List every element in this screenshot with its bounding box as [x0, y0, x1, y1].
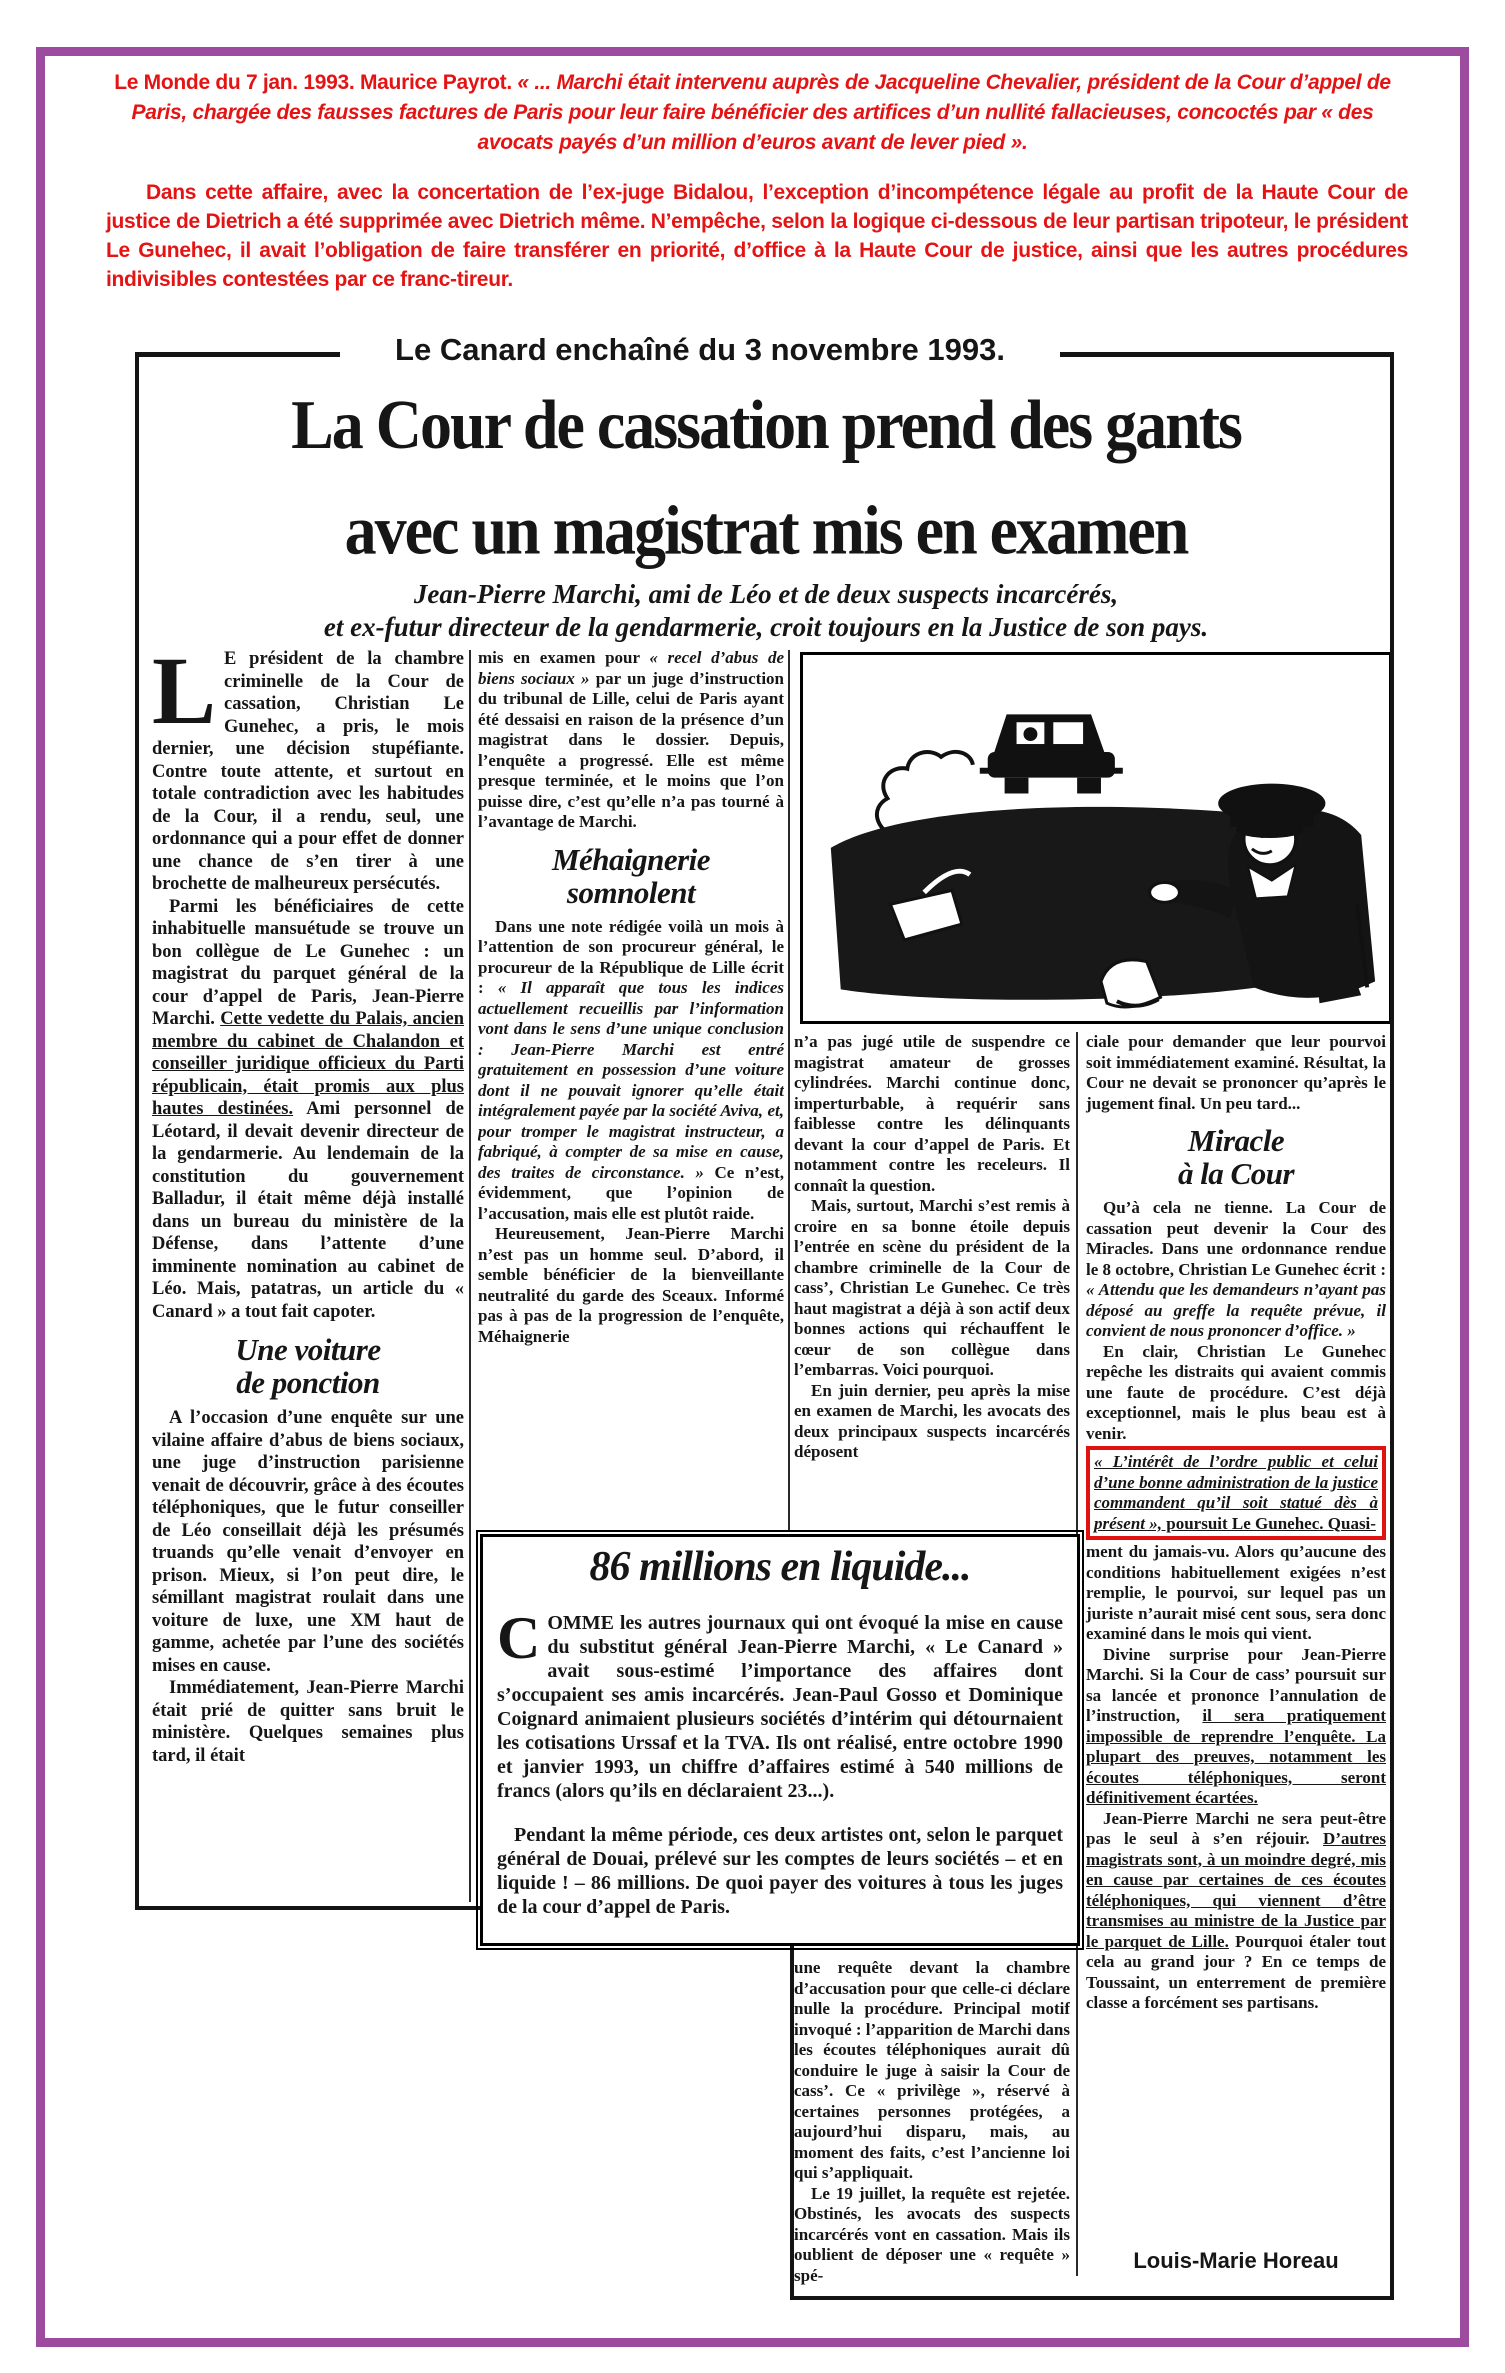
annotation-le-monde — [110, 68, 1395, 158]
clipping-border-top-right — [1046, 352, 1394, 357]
ordonnance-quote: « Attendu que les demandeurs n’ayant pas déposé au greffe la requête prévue, il convient de nous prononcer d’office. » — [1086, 1280, 1386, 1340]
subhead-une-voiture-de-ponction: Une voiture de ponction — [235, 1332, 381, 1400]
clipping-border-left — [135, 352, 139, 1910]
paragraph: Mais, surtout, Marchi s’est remis à croire en sa bonne étoile depuis l’entrée en scène du président de la chambre criminelle de la Cour de cass’, Christian Le Gunehec. Ce très haut magistrat a déjà à son actif deux bonnes actions qui réchauffent le cœur de son collègue dans l’embarras. Voici pourquoi. — [794, 1196, 1070, 1379]
subhead-miracle-a-la-cour: Miracle à la Cour — [1177, 1123, 1295, 1191]
column-divider — [788, 650, 790, 1530]
paragraph: une requête devant la chambre d’accusation pour que celle-ci déclare nulle la procédure. Principal motif invoqué : l’apparition de Marchi dans les écoutes téléphoniques aurait dû conduire le juge à saisir la Cour de cass’. Ce « privilège », réservé à certaines personnes protégées, a aujourd’hui disparu, mais, au moment des faits, c’est l’ancienne loi qui s’appliquait. — [794, 1958, 1070, 2182]
paragraph: COMME les autres journaux qui ont évoqué la mise en cause du substitut général Jean-Pierre Marchi, « Le Canard » avait sous-estimé l’importance des affaires dont s’occupaient ses amis incarcérés. Jean-Paul Gosso et Dominique Coignard animaient plusieurs sociétés d’intérim qui détournaient les cotisations Urssaf et la TVA. Ils ont réalisé, entre octobre 1990 et janvier 1993, un chiffre d’affaires estimé à 540 millions de francs (alors qu’ils en déclaraient 23...). — [497, 1605, 1063, 1802]
paragraph: mis en examen pour « recel d’abus de biens sociaux » par un juge d’instruction du tribunal de Lille, celui de Paris ayant été dessaisi en raison de la présence d’un magistrat dans le dossier. Depuis, l’enquête a progressé. Elle est même presque terminée, et le moins que l’on puisse dire, c’est qu’elle n’a pas tourné à l’avantage de Marchi. — [478, 648, 784, 831]
paragraph: A l’occasion d’une enquête sur une vilaine affaire d’abus de biens sociaux, une juge d’instruction parisienne venait de découvrir, grâce à des écoutes téléphoniques, que le futur conseiller de Léo conseillait déjà les présumés truands qu’elle venait d’envoyer en prison. Mieux, si l’on peut dire, le sémillant magistrat roulait dans une voiture de luxe, une XM haut de gamme, achetée par l’une des sociétés mises en cause. — [152, 1408, 464, 1676]
paragraph: Divine surprise pour Jean-Pierre Marchi. Si la Cour de cass’ poursuit sur sa lancée et prononce l’annulation de l’instruction, il sera pratiquement impossible de reprendre l’enquête. La plupart des preuves, notamment les écoutes téléphoniques, seront définitivement écartées. — [1086, 1644, 1386, 1807]
red-highlight-box: « L’intérêt de l’ordre public et celui d’une bonne administration de la justice commandent qu’il soit statué dès à présent », poursuit Le Gunehec. Quasi- — [1086, 1446, 1386, 1540]
clipping-border-bottom — [790, 2296, 1394, 2300]
paragraph: Dans une note rédigée voilà un mois à l’attention de son procureur général, le procureur de la République de Lille écrit : « Il apparaît que tous les indices actuellement recueillis par l’information vont dans le sens d’une unique conclusion : Jean-Pierre Marchi est entré gratuitement en possession d’une voiture dont il ne pouvait ignorer qu’elle était intégralement payée par la société Aviva, et, pour tromper le magistrat instructeur, a fabriqué, à compter de sa mise en cause, des traites de circonstance. » Ce n’est, évidemment, que l’opinion de l’accusation, mais elle est plutôt raide. — [478, 916, 784, 1223]
drop-cap: L — [152, 648, 217, 744]
box-body — [497, 1605, 1063, 1919]
author-signature: Louis-Marie Horeau — [1133, 2248, 1339, 2273]
clipping-border-top-left — [137, 352, 345, 357]
paragraph: Qu’à cela ne tienne. La Cour de cassation peut devenir la Cour des Miracles. Dans une ordonnance rendue le 8 octobre, Christian Le Gunehec écrit : « Attendu que les demandeurs n’ayant pas déposé au greffe la requête prévue, il convient de nous prononcer d’office. » — [1086, 1198, 1386, 1340]
clipping-source-line: Le Canard enchaîné du 3 novembre 1993. — [340, 332, 1060, 368]
paragraph: Pendant la même période, ces deux artistes ont, selon le parquet général de Douai, prélevé sur les comptes de leurs sociétés – et en liquide ! – 86 millions. De quoi payer des voitures à tous les juges de la cour d’appel de Paris. — [497, 1824, 1063, 1918]
clipping-border-cut-vertical — [790, 1944, 794, 2300]
main-headline-line1: La Cour de cassation prend des gants — [291, 385, 1241, 464]
paragraph: ciale pour demander que leur pourvoi soit immédiatement examiné. Résultat, la Cour ne devait se prononcer qu’après le jugement final. Un peu tard... — [1086, 1032, 1386, 1113]
paragraph: Le 19 juillet, la requête est rejetée. Obstinés, les avocats des suspects incarcérés vont en cassation. Mais ils oublient de déposer une « requête » spé- — [794, 2183, 1070, 2285]
clipping-border-right — [1390, 352, 1394, 2300]
annotation-commentary: Dans cette affaire, avec la concertation de l’ex-juge Bidalou, l’exception d’incompétence légale au profit de la Haute Cour de justice de Dietrich a été supprimée avec Dietrich même. N’empêche, selon la logique ci-dessous de leur partisan tripoteur, le président Le Gunehec, il avait l’obligation de faire transférer en priorité, d’office à la Haute Cour de justice, ainsi que les autres procédures indivisibles contestées par ce franc-tireur. — [106, 181, 1408, 291]
editorial-cartoon-illustration — [800, 652, 1392, 1024]
paragraph: En clair, Christian Le Gunehec repêche les distraits qui avaient commis une faute de procédure. C’est déjà exceptionnel, mais le plus beau est à venir. — [1086, 1341, 1386, 1443]
paragraph: n’a pas jugé utile de suspendre ce magistrat amateur de grosses cylindrées. Marchi continue donc, imperturbable, à requérir sans faiblesse contre les délinquants devant la cour d’appel de Paris. Et notamment contre les receleurs. Il connaît la question. — [794, 1032, 1070, 1195]
annotation-le-monde-lead: Le Monde du 7 jan. 1993. Maurice Payrot. — [114, 71, 512, 94]
subheadline — [150, 578, 1382, 644]
paragraph: Jean-Pierre Marchi ne sera peut-être pas le seul à s’en réjouir. D’autres magistrats sont, à un moindre degré, mis en cause par certaines de ces écoutes téléphoniques, qui viennent d’être transmises au ministre de la Justice par le parquet de Lille. Pourquoi étaler tout cela au grand jour ? En ce temps de Toussaint, un enterrement de première classe a forcément ses partisans. — [1086, 1808, 1386, 2012]
paragraph: Immédiatement, Jean-Pierre Marchi était prié de quitter sans bruit le ministère. Quelques semaines plus tard, il était — [152, 1678, 464, 1766]
column-divider — [469, 650, 471, 1902]
cartoon-drawing — [803, 655, 1389, 1021]
drop-cap: C — [497, 1605, 541, 1671]
main-headline-line2: avec un magistrat mis en examen — [344, 490, 1188, 569]
underlined-passage: D’autres magistrats sont, à un moindre degré, mis en cause par certaines de ces écoutes téléphoniques, qui viennent d’être transmises au ministre de la Justice par le parquet de Lille. — [1086, 1829, 1386, 1951]
clipping-border-cut-horizontal — [135, 1906, 485, 1910]
box-title: 86 millions en liquide... — [589, 1544, 971, 1590]
column-4 — [1086, 1032, 1386, 2014]
annotation-le-monde-quote: « ... Marchi était intervenu auprès de Jacqueline Chevalier, président de la Cour d’appel de Paris, chargée des fausses factures de Paris pour leur faire bénéficier des artifices d’un nullité fallacieuses, concoctés par « des avocats payés d’un million d’euros avant de lever pied ». — [131, 71, 1391, 154]
underlined-passage: Cette vedette du Palais, ancien membre du cabinet de Chalandon et conseiller juridique officieux du Parti républicain, était promis aux plus hautes destinées. — [152, 1009, 464, 1119]
subheadline-line2: et ex-futur directeur de la gendarmerie, croit toujours en la Justice de son pays. — [323, 612, 1209, 642]
underlined-passage: il sera pratiquement impossible de reprendre l’enquête. La plupart des preuves, notamment les écoutes téléphoniques, seront définitivement écartées. — [1086, 1706, 1386, 1807]
subheadline-line1: Jean-Pierre Marchi, ami de Léo et de deux suspects incarcérés, — [413, 579, 1119, 609]
box-86-millions — [480, 1534, 1080, 1946]
column-2 — [478, 648, 784, 1532]
column-3-bottom — [794, 1958, 1070, 2296]
paragraph: Parmi les bénéficiaires de cette inhabituelle mansuétude se trouve un bon collègue de Le Gunehec : un magistrat du parquet général de la cour d’appel de Paris, Jean-Pierre Marchi. Cette vedette du Palais, ancien membre du cabinet de Chalandon et conseiller juridique officieux du Parti républicain, était promis aux plus hautes destinées. Ami personnel de Léotard, il devait devenir directeur de la gendarmerie. Au lendemain de la constitution du gouvernement Balladur, il était même déjà installé dans un bureau du ministère de la Défense, dans l’attente d’une imminente nomination au cabinet de Léo. Mais, patatras, un article du « Canard » a tout fait capoter. — [152, 896, 464, 1322]
paragraph: En juin dernier, peu après la mise en examen de Marchi, les avocats des deux principaux suspects incarcérés déposent — [794, 1380, 1070, 1461]
main-headline — [150, 372, 1382, 583]
paragraph: L E président de la chambre criminelle de la Cour de cassation, Christian Le Gunehec, a pris, le mois dernier, une décision stupéfiante. Contre toute attente, et surtout en totale contradiction avec les habitudes de la Cour, il a rendu, seul, une ordonnance qui a pour effet de donner une chance de s’en tirer à une brochette de malheureux persécutés. — [152, 648, 464, 894]
paragraph: Heureusement, Jean-Pierre Marchi n’est pas un homme seul. D’abord, il semble bénéficier de la bienveillante neutralité du garde des Sceaux. Informé pas à pas de la progression de l’enquête, Méhaignerie — [478, 1224, 784, 1346]
highlighted-quote: « L’intérêt de l’ordre public et celui d’une bonne administration de la justice commandent qu’il soit statué dès à présent », — [1094, 1452, 1378, 1533]
prosecutor-quote: « Il apparaît que tous les indices actuellement recueillis par l’information vont dans le sens d’une unique conclusion : Jean-Pierre Marchi est entré gratuitement en possession d’une voiture dont il ne pouvait ignorer qu’elle était intégralement payée par la société Aviva, et, pour tromper le magistrat instructeur, a fabriqué, à compter de sa mise en cause, des traites de circonstance. » — [478, 978, 784, 1182]
paragraph: ment du jamais-vu. Alors qu’aucune des conditions habituellement exigées n’est remplie, le pourvoi, sur lequel pas un juriste n’aurait misé cent sous, sera donc examiné dans le mois qui vient. — [1086, 1542, 1386, 1643]
column-1 — [152, 648, 464, 1906]
subhead-mehaignerie-somnolent: Méhaignerie somnolent — [551, 841, 711, 910]
column-3-top — [794, 1032, 1070, 1532]
quoted-charge: « recel d’abus de biens sociaux » — [478, 648, 784, 688]
